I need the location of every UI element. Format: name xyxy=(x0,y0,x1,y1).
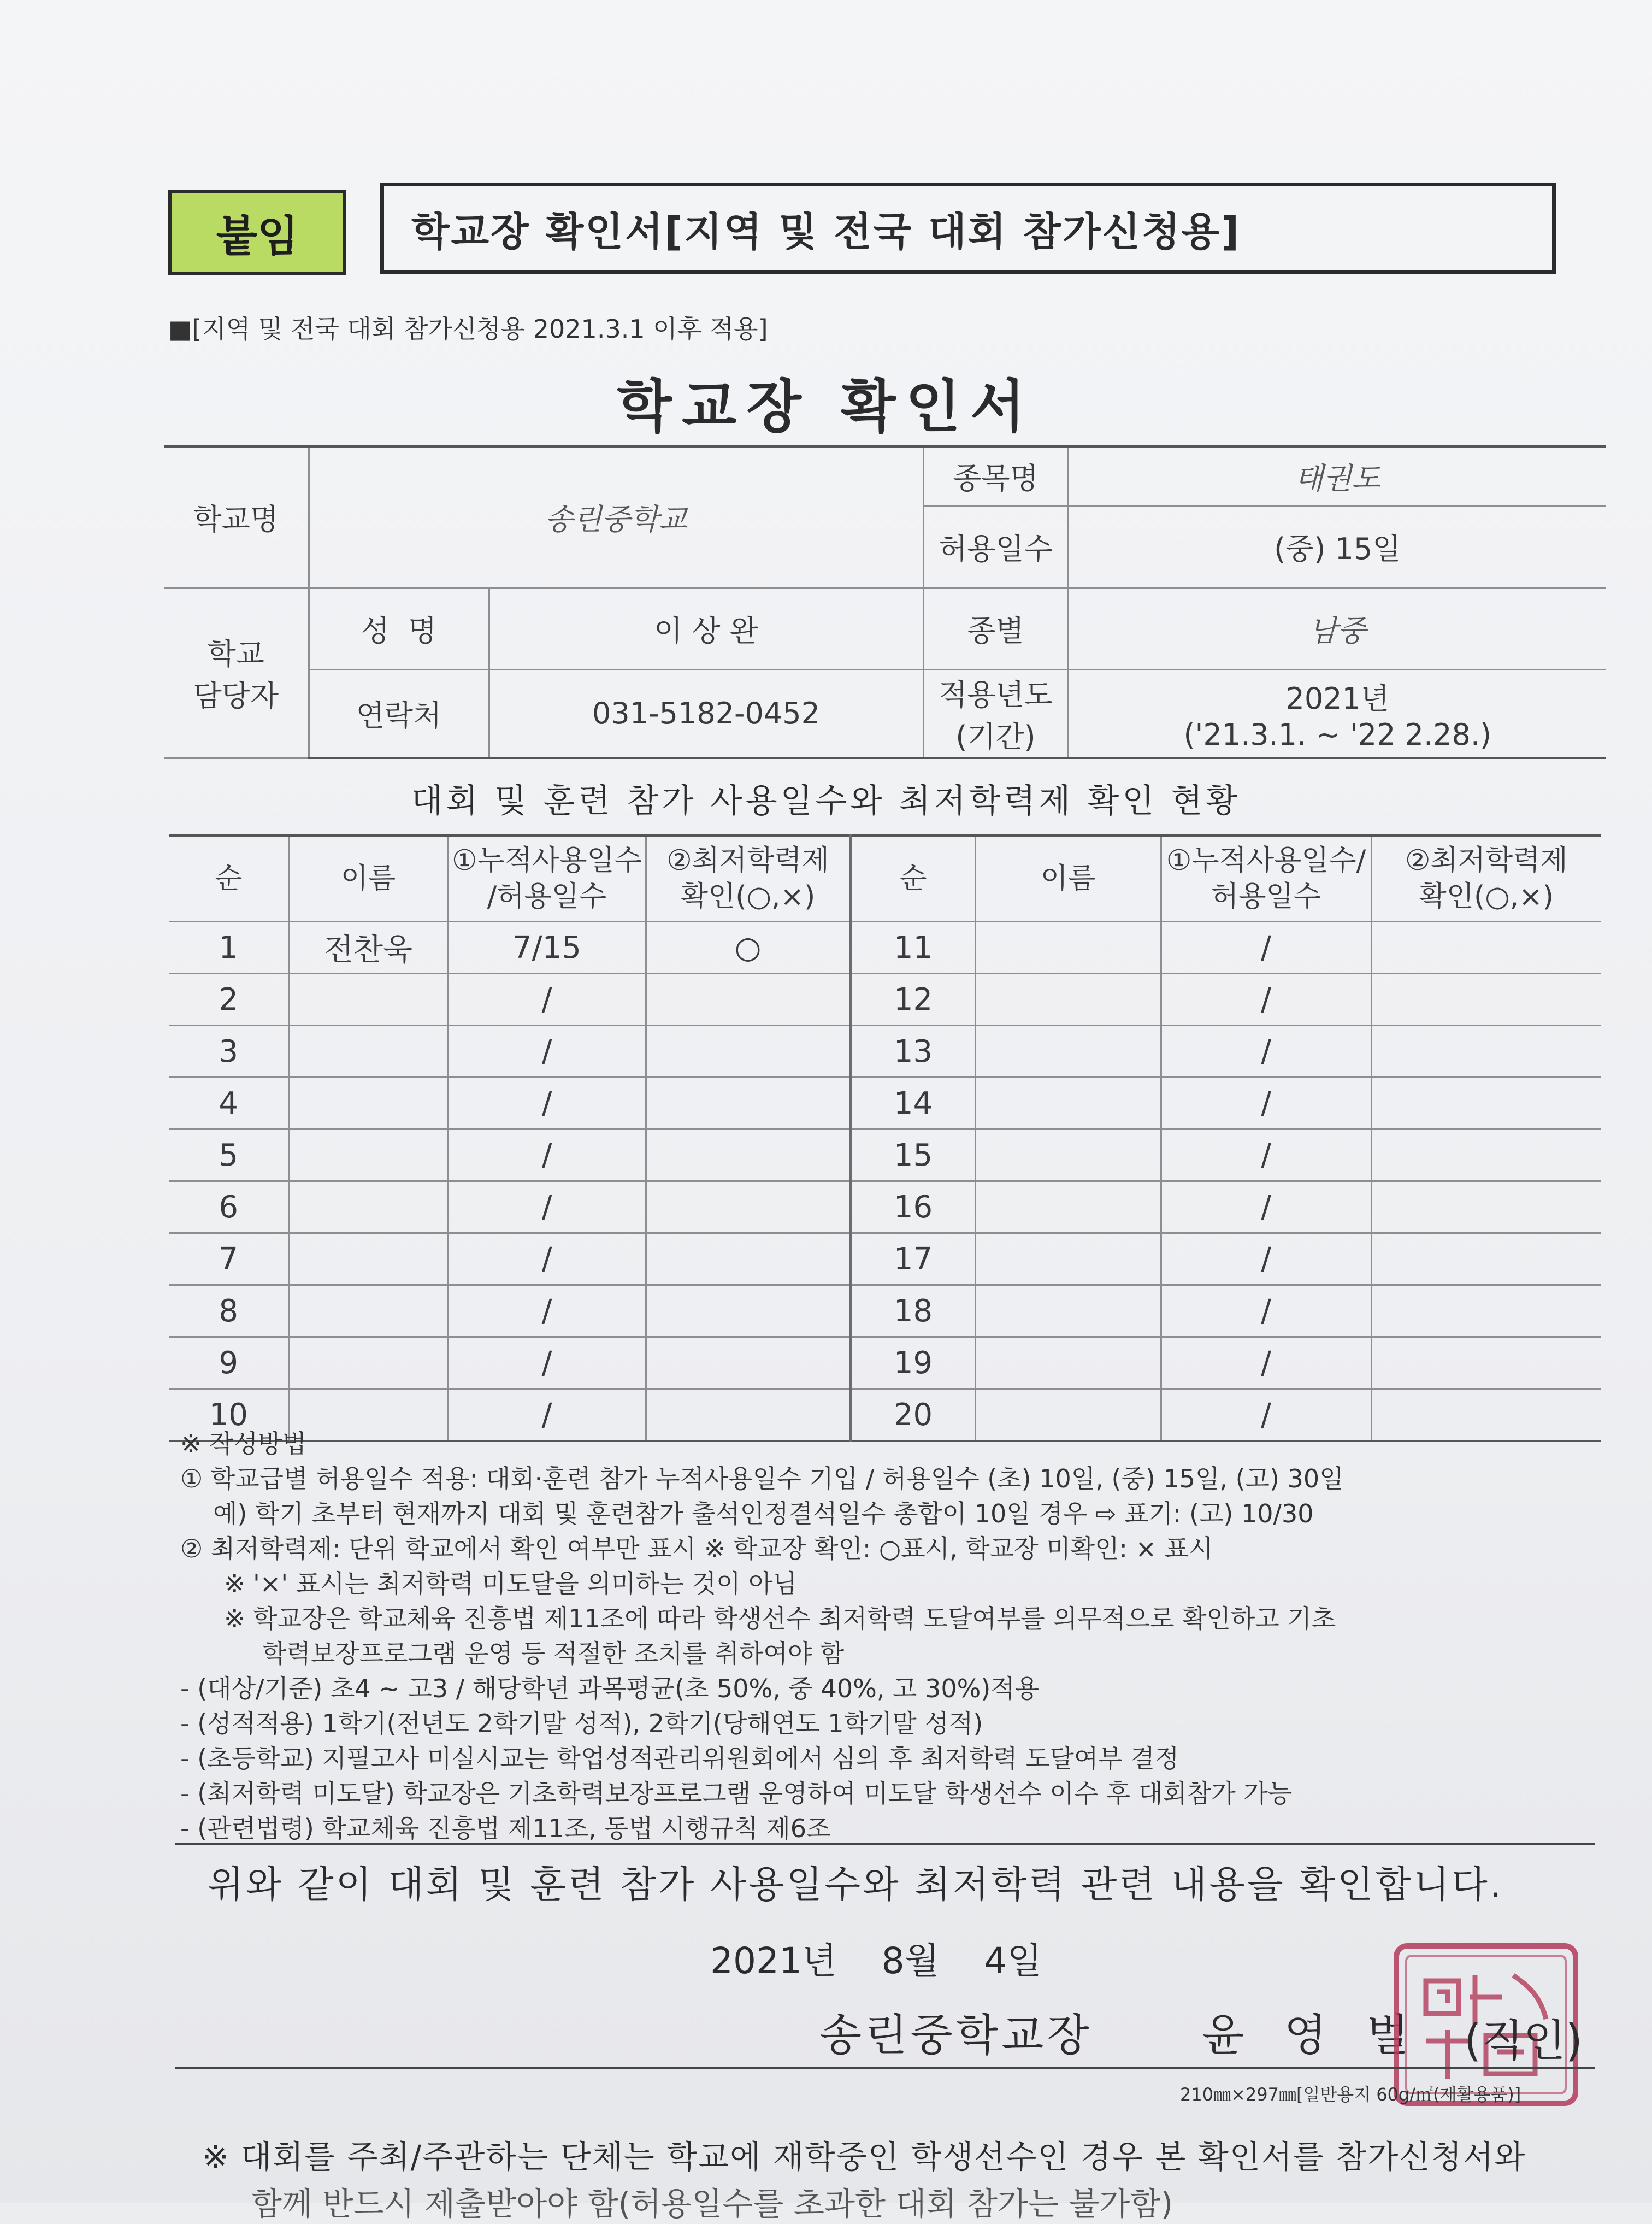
row-no-right: 18 xyxy=(851,1285,975,1337)
row-name-left: 전찬욱 xyxy=(288,922,448,974)
header-days-right xyxy=(1161,836,1371,922)
row-days-right: / xyxy=(1161,1129,1371,1181)
row-min-left xyxy=(646,974,851,1026)
row-no-right: 11 xyxy=(851,922,975,974)
note-line: - (성적적용) 1학기(전년도 2학기말 성적), 2학기(당해연도 1학기말 성적) xyxy=(180,1709,983,1738)
instructions-heading: ※ 작성방법 xyxy=(180,1429,306,1458)
row-min-left xyxy=(646,1337,851,1389)
row-days-left: / xyxy=(448,1389,646,1442)
row-no-left: 3 xyxy=(169,1026,288,1078)
row-min-right xyxy=(1371,974,1601,1026)
attachment-badge: 붙임 xyxy=(168,190,346,275)
issue-date: 2021년 8월 4일 xyxy=(710,1940,1042,1982)
allowed-days-label: 허용일수 xyxy=(923,505,1068,587)
header-min-right xyxy=(1371,836,1601,922)
row-name-right xyxy=(975,974,1161,1026)
row-no-left: 4 xyxy=(169,1078,288,1129)
row-name-right xyxy=(975,1181,1161,1233)
row-no-left: 6 xyxy=(169,1181,288,1233)
table-row xyxy=(169,1026,1601,1078)
sport-label: 종목명 xyxy=(923,446,1068,505)
row-no-left: 10 xyxy=(169,1389,288,1442)
year-value xyxy=(1068,669,1606,758)
header-no-left: 순 xyxy=(169,836,288,922)
row-min-right xyxy=(1371,922,1601,974)
row-name-left xyxy=(288,1181,448,1233)
name-label: 성 명 xyxy=(309,587,489,669)
row-days-right: / xyxy=(1161,1337,1371,1389)
gender-value: 남중 xyxy=(1068,587,1606,669)
note-line: 학력보장프로그램 운영 등 적절한 조치를 취하여야 함 xyxy=(262,1639,845,1668)
row-min-left: ○ xyxy=(646,922,851,974)
row-name-right xyxy=(975,1129,1161,1181)
confirmation-statement: 위와 같이 대회 및 훈련 참가 사용일수와 최저학력 관련 내용을 확인합니다. xyxy=(208,1863,1504,1907)
instructions xyxy=(180,1426,1601,1846)
row-name-right xyxy=(975,1233,1161,1285)
header-no-right: 순 xyxy=(851,836,975,922)
row-days-left: / xyxy=(448,1233,646,1285)
header-min-left xyxy=(646,836,851,922)
year-label xyxy=(923,669,1068,758)
row-days-right: / xyxy=(1161,922,1371,974)
row-min-right xyxy=(1371,1078,1601,1129)
row-name-left xyxy=(288,1129,448,1181)
row-no-right: 13 xyxy=(851,1026,975,1078)
row-no-left: 2 xyxy=(169,974,288,1026)
year-value-line1: 2021년 xyxy=(1285,681,1390,716)
table-row xyxy=(169,974,1601,1026)
row-min-left xyxy=(646,1129,851,1181)
page-title: 학교장 확인서 xyxy=(617,373,1035,440)
year-label-line2: (기간) xyxy=(955,719,1036,754)
header-days-right-line1: ①누적사용일수/ xyxy=(1166,844,1366,877)
row-no-right: 15 xyxy=(851,1129,975,1181)
row-no-right: 12 xyxy=(851,974,975,1026)
row-days-left: / xyxy=(448,1129,646,1181)
row-min-right xyxy=(1371,1181,1601,1233)
staff-label xyxy=(164,587,309,758)
header-name-left: 이름 xyxy=(288,836,448,922)
year-value-line2: ('21.3.1. ~ '22 2.28.) xyxy=(1183,717,1492,752)
note-line: 예) 학기 초부터 현재까지 대회 및 훈련참가 출석인정결석일수 총합이 10일 경우 ⇨ 표기: (고) 10/30 xyxy=(213,1499,1314,1528)
note-line: - (대상/기준) 초4 ~ 고3 / 해당학년 과목평균(초 50%, 중 40%, 고 30%)적용 xyxy=(180,1674,1040,1703)
row-min-left xyxy=(646,1285,851,1337)
allowed-days-value: (중) 15일 xyxy=(1068,505,1606,587)
divider xyxy=(175,1843,1595,1845)
note-line: ※ '×' 표시는 최저학력 미도달을 의미하는 것이 아님 xyxy=(224,1569,798,1598)
row-name-left xyxy=(288,974,448,1026)
note-line: ② 최저학력제: 단위 학교에서 확인 여부만 표시 ※ 학교장 확인: ○표시, 학교장 미확인: × 표시 xyxy=(180,1534,1213,1563)
footer-note-continued: 함께 반드시 제출받아야 함(허용일수를 초과한 대회 참가는 불가함) xyxy=(251,2185,1173,2222)
row-min-left xyxy=(646,1026,851,1078)
row-days-left: / xyxy=(448,1078,646,1129)
row-days-right: / xyxy=(1161,1026,1371,1078)
row-days-left: / xyxy=(448,1337,646,1389)
paper-spec: 210㎜×297㎜[일반용지 60g/㎡(재활용품)] xyxy=(1180,2084,1521,2105)
row-min-left xyxy=(646,1078,851,1129)
table-row xyxy=(169,1285,1601,1337)
divider xyxy=(175,2067,1595,2069)
principal-name: 윤 영 벌 xyxy=(1202,2010,1422,2061)
header-days-right-line2: 허용일수 xyxy=(1211,880,1321,913)
row-days-right: / xyxy=(1161,1285,1371,1337)
header-name-right: 이름 xyxy=(975,836,1161,922)
row-name-right xyxy=(975,1285,1161,1337)
row-name-left xyxy=(288,1233,448,1285)
header-days-left-line2: /허용일수 xyxy=(487,880,607,913)
header-days-left xyxy=(448,836,646,922)
row-min-right xyxy=(1371,1129,1601,1181)
row-no-left: 9 xyxy=(169,1337,288,1389)
usage-table xyxy=(169,834,1601,1442)
table-row xyxy=(169,1337,1601,1389)
row-days-left: 7/15 xyxy=(448,922,646,974)
row-days-right: / xyxy=(1161,974,1371,1026)
header-min-right-line2: 확인(○,×) xyxy=(1419,880,1554,913)
footer-note: ※ 대회를 주최/주관하는 단체는 학교에 재학중인 학생선수인 경우 본 확인서를 참가신청서와 xyxy=(202,2138,1526,2175)
info-table xyxy=(164,445,1606,759)
row-days-left: / xyxy=(448,1026,646,1078)
row-name-right xyxy=(975,1337,1161,1389)
row-min-left xyxy=(646,1181,851,1233)
row-name-right xyxy=(975,1026,1161,1078)
staff-label-line2: 담당자 xyxy=(193,679,279,713)
school-value: 송린중학교 xyxy=(309,446,923,587)
table-row xyxy=(169,1233,1601,1285)
table-row xyxy=(169,1078,1601,1129)
name-value: 이 상 완 xyxy=(489,587,923,669)
note-line: - (초등학교) 지필고사 미실시교는 학업성적관리위원회에서 심의 후 최저학력 도달여부 결정 xyxy=(180,1744,1179,1773)
row-name-right xyxy=(975,1078,1161,1129)
row-no-left: 1 xyxy=(169,922,288,974)
school-label: 학교명 xyxy=(164,446,309,587)
sport-value: 태권도 xyxy=(1068,446,1606,505)
row-name-left xyxy=(288,1285,448,1337)
year-label-line1: 적용년도 xyxy=(939,677,1053,712)
row-days-right: / xyxy=(1161,1181,1371,1233)
row-min-right xyxy=(1371,1337,1601,1389)
header-days-left-line1: ①누적사용일수 xyxy=(451,844,642,877)
table-row xyxy=(169,1181,1601,1233)
table-row xyxy=(169,1129,1601,1181)
row-no-right: 20 xyxy=(851,1389,975,1442)
row-min-right xyxy=(1371,1285,1601,1337)
note-line: - (최저학력 미도달) 학교장은 기초학력보장프로그램 운영하여 미도달 학생선수 이수 후 대회참가 가능 xyxy=(180,1779,1293,1808)
row-min-left xyxy=(646,1233,851,1285)
row-days-right: / xyxy=(1161,1233,1371,1285)
applicability-note: ■[지역 및 전국 대회 참가신청용 2021.3.1 이후 적용] xyxy=(168,314,768,344)
row-no-left: 8 xyxy=(169,1285,288,1337)
row-no-right: 14 xyxy=(851,1078,975,1129)
row-no-right: 17 xyxy=(851,1233,975,1285)
row-no-right: 19 xyxy=(851,1337,975,1389)
section-title: 대회 및 훈련 참가 사용일수와 최저학력제 확인 현황 xyxy=(411,782,1241,820)
note-line: - (관련법령) 학교체육 진흥법 제11조, 동법 시행규칙 제6조 xyxy=(180,1814,831,1843)
signer-title: 송린중학교장 xyxy=(819,2010,1093,2061)
header-min-left-line2: 확인(○,×) xyxy=(680,880,816,913)
row-name-left xyxy=(288,1078,448,1129)
staff-label-line1: 학교 xyxy=(207,637,264,671)
note-line: ① 학교급별 허용일수 적용: 대회·훈련 참가 누적사용일수 기입 / 허용일수 (초) 10일, (중) 15일, (고) 30일 xyxy=(180,1464,1344,1493)
row-no-left: 7 xyxy=(169,1233,288,1285)
header-min-right-line1: ②최저학력제 xyxy=(1405,844,1568,877)
row-no-right: 16 xyxy=(851,1181,975,1233)
table-row xyxy=(169,922,1601,974)
row-name-left xyxy=(288,1337,448,1389)
row-days-left: / xyxy=(448,1181,646,1233)
contact-value: 031-5182-0452 xyxy=(489,669,923,758)
usage-table-header xyxy=(169,836,1601,922)
row-days-left: / xyxy=(448,1285,646,1337)
row-min-right xyxy=(1371,1026,1601,1078)
row-days-right: / xyxy=(1161,1078,1371,1129)
row-days-right: / xyxy=(1161,1389,1371,1442)
row-name-right xyxy=(975,922,1161,974)
header-title: 학교장 확인서[지역 및 전국 대회 참가신청용] xyxy=(380,183,1556,274)
row-min-right xyxy=(1371,1233,1601,1285)
row-no-left: 5 xyxy=(169,1129,288,1181)
header-min-left-line1: ②최저학력제 xyxy=(666,844,829,877)
note-line: ※ 학교장은 학교체육 진흥법 제11조에 따라 학생선수 최저학력 도달여부를 의무적으로 확인하고 기초 xyxy=(224,1604,1336,1633)
row-name-left xyxy=(288,1026,448,1078)
row-days-left: / xyxy=(448,974,646,1026)
contact-label: 연락처 xyxy=(309,669,489,758)
seal-label: (직인) xyxy=(1464,2015,1583,2066)
gender-label: 종별 xyxy=(923,587,1068,669)
